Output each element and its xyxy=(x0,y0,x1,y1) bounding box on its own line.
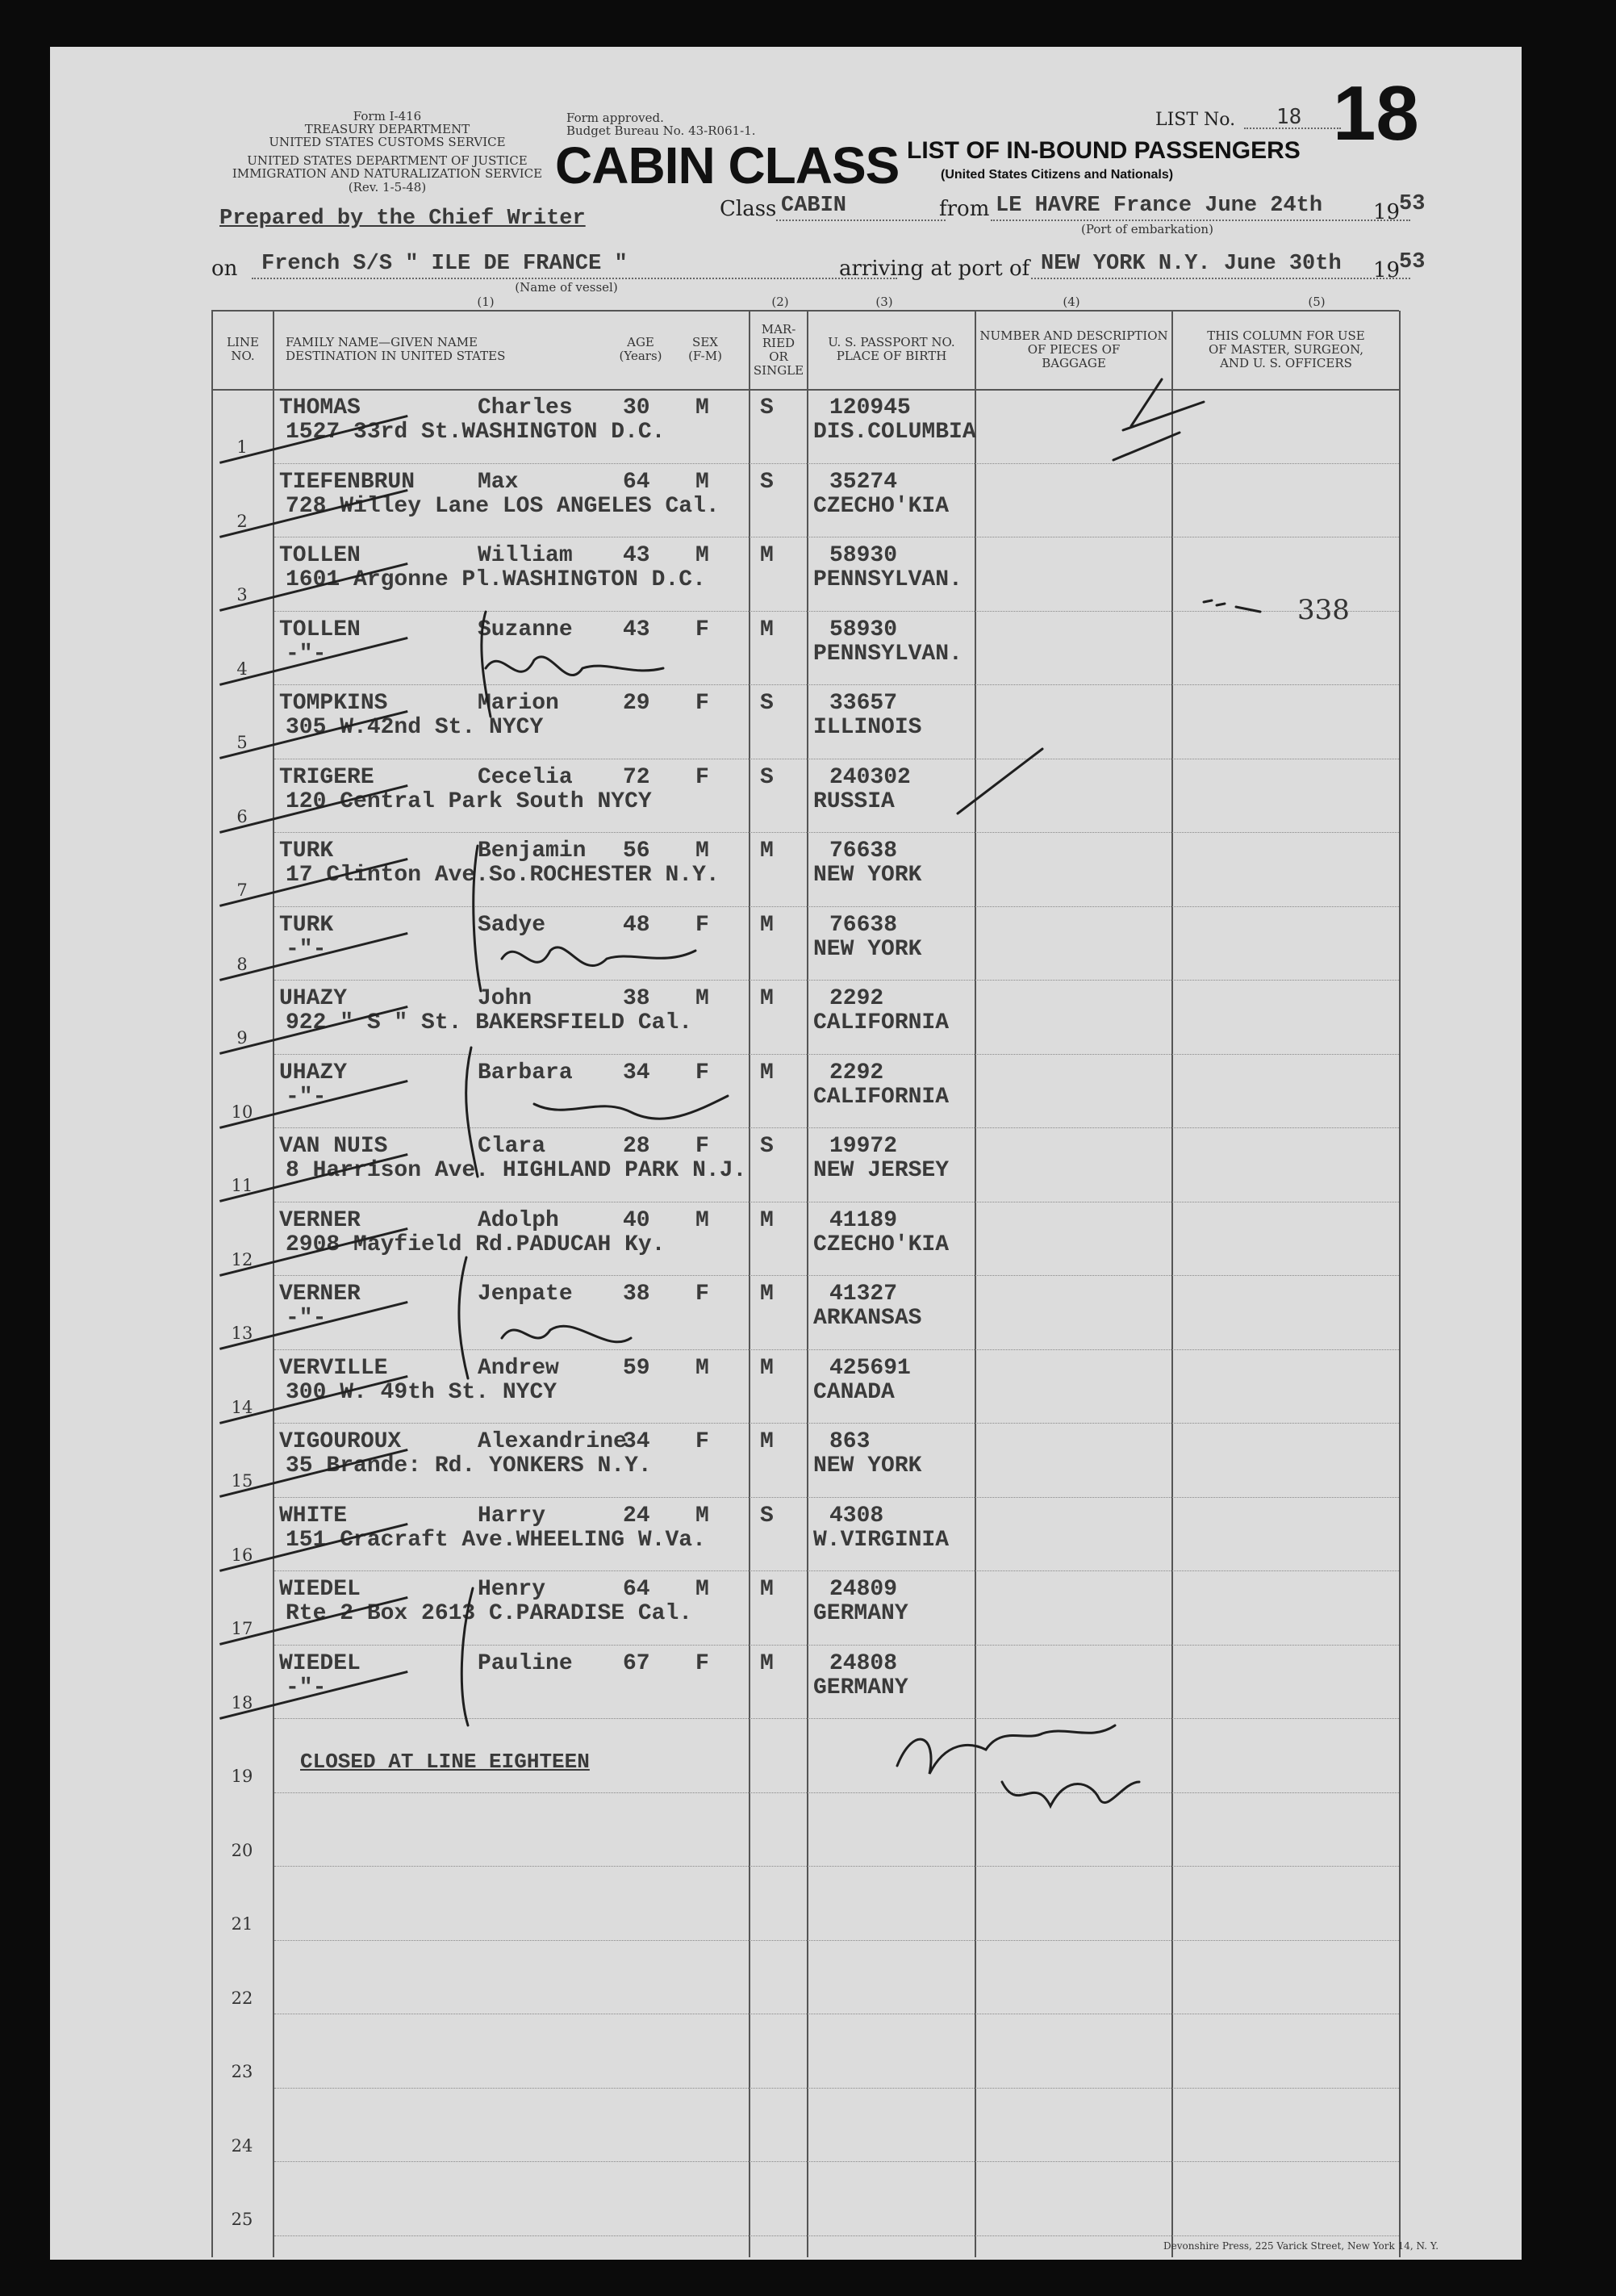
line-number: 5 xyxy=(236,733,248,752)
passenger-age: 28 xyxy=(623,1134,650,1159)
passenger-given-name: Suzanne xyxy=(478,617,573,642)
line-number: 18 xyxy=(231,1692,253,1713)
passenger-destination: 728 Willey Lane LOS ANGELES Cal. xyxy=(286,493,720,519)
passport-number: 863 xyxy=(829,1429,871,1454)
passenger-destination: 300 W. 49th St. NYCY xyxy=(286,1379,557,1405)
line-number: 14 xyxy=(231,1397,253,1417)
line-number: 19 xyxy=(231,1767,253,1786)
passenger-age: 67 xyxy=(623,1650,650,1676)
col-caption-3: (3) xyxy=(875,295,893,309)
year-prefix-2: 19 xyxy=(1373,258,1401,282)
passport-number: 35274 xyxy=(829,469,898,495)
passport-number: 41327 xyxy=(829,1282,898,1307)
line-number: 23 xyxy=(231,2062,253,2081)
passenger-given-name: Adolph xyxy=(478,1207,559,1233)
header-age: AGE (Years) xyxy=(619,335,662,363)
ins-service: IMMIGRATION AND NATURALIZATION SERVICE xyxy=(232,166,543,181)
passport-number: 120945 xyxy=(829,395,911,420)
arriving-value: NEW YORK N.Y. June 30th xyxy=(1041,252,1342,276)
passenger-age: 48 xyxy=(623,912,650,938)
passenger-given-name: Clara xyxy=(478,1134,546,1159)
passenger-marital-status: M xyxy=(760,986,774,1011)
passenger-surname: UHAZY xyxy=(279,1060,348,1085)
from-label: from xyxy=(939,197,990,221)
passenger-surname: TOLLEN xyxy=(279,543,361,568)
list-subtitle: (United States Citizens and Nationals) xyxy=(941,168,1174,182)
list-title: LIST OF IN-BOUND PASSENGERS xyxy=(907,137,1301,164)
col-caption-1: (1) xyxy=(477,295,495,309)
header-name: FAMILY NAME—GIVEN NAME DESTINATION IN UNITED STATES xyxy=(286,335,506,363)
place-of-birth: GERMANY xyxy=(813,1601,908,1626)
line-number: 1 xyxy=(236,437,248,457)
year-value-1: 53 xyxy=(1399,192,1426,216)
passenger-surname: VERNER xyxy=(279,1207,361,1233)
passenger-destination: -"- xyxy=(286,1084,327,1110)
place-of-birth: CANADA xyxy=(813,1379,895,1405)
passport-number: 41189 xyxy=(829,1207,898,1233)
passenger-surname: WHITE xyxy=(279,1503,348,1529)
place-of-birth: GERMANY xyxy=(813,1675,908,1700)
passenger-age: 56 xyxy=(623,839,650,864)
passenger-sex: M xyxy=(695,395,709,420)
place-of-birth: CALIFORNIA xyxy=(813,1010,950,1035)
passenger-destination: -"- xyxy=(286,641,327,667)
passenger-destination: 922 " S " St. BAKERSFIELD Cal. xyxy=(286,1010,693,1035)
passenger-destination: 120 Central Park South NYCY xyxy=(286,788,652,814)
passenger-surname: THOMAS xyxy=(279,395,361,420)
passenger-marital-status: S xyxy=(760,1503,774,1529)
place-of-birth: CZECHO'KIA xyxy=(813,493,950,519)
passenger-marital-status: S xyxy=(760,691,774,716)
line-number: 25 xyxy=(231,2210,253,2229)
passport-number: 425691 xyxy=(829,1355,911,1381)
passenger-marital-status: M xyxy=(760,1355,774,1381)
form-number: Form I-416 xyxy=(353,109,422,123)
col-caption-2: (2) xyxy=(771,295,789,309)
header-baggage: NUMBER AND DESCRIPTION OF PIECES OF BAGGAGE xyxy=(979,328,1168,370)
list-no-label: LIST No. xyxy=(1155,110,1236,130)
place-of-birth: NEW JERSEY xyxy=(813,1158,950,1183)
passenger-destination: 1527 33rd St.WASHINGTON D.C. xyxy=(286,420,666,445)
line-number: 21 xyxy=(231,1914,253,1934)
year-prefix-1: 19 xyxy=(1373,200,1401,224)
passenger-surname: VAN NUIS xyxy=(279,1134,388,1159)
passenger-sex: F xyxy=(695,1060,709,1085)
col-caption-4: (4) xyxy=(1063,295,1080,309)
line-number: 22 xyxy=(231,1988,253,2008)
passenger-marital-status: M xyxy=(760,1282,774,1307)
passenger-sex: F xyxy=(695,764,709,790)
closed-at-line: CLOSED AT LINE EIGHTEEN xyxy=(300,1750,590,1774)
passport-number: 76638 xyxy=(829,839,898,864)
list-big-number: 18 xyxy=(1333,70,1419,157)
line-number: 7 xyxy=(236,880,248,900)
passenger-given-name: Charles xyxy=(478,395,573,420)
passenger-destination: Rte 2 Box 2613 C.PARADISE Cal. xyxy=(286,1601,693,1626)
passenger-sex: M xyxy=(695,986,709,1011)
line-number: 3 xyxy=(236,585,248,604)
passenger-marital-status: M xyxy=(760,1650,774,1676)
line-number: 6 xyxy=(236,806,248,826)
line-number: 13 xyxy=(231,1324,253,1343)
passenger-age: 40 xyxy=(623,1207,650,1233)
passport-number: 58930 xyxy=(829,617,898,642)
passenger-given-name: Pauline xyxy=(478,1650,573,1676)
class-label: Class xyxy=(720,197,777,221)
passenger-destination: 17 Clinton Ave.So.ROCHESTER N.Y. xyxy=(286,863,720,888)
port-caption: (Port of embarkation) xyxy=(1081,222,1213,236)
passenger-given-name: Benjamin xyxy=(478,839,587,864)
passenger-marital-status: M xyxy=(760,1429,774,1454)
line-number: 10 xyxy=(231,1102,253,1122)
passenger-age: 59 xyxy=(623,1355,650,1381)
family-bracket-4 xyxy=(459,1257,468,1378)
passport-number: 240302 xyxy=(829,764,911,790)
arriving-label: arriving at port of xyxy=(839,257,1030,281)
passenger-surname: WIEDEL xyxy=(279,1577,361,1602)
place-of-birth: PENNSYLVAN. xyxy=(813,567,963,592)
passenger-sex: F xyxy=(695,1429,709,1454)
passenger-age: 29 xyxy=(623,691,650,716)
line-number: 11 xyxy=(231,1176,253,1195)
budget-bureau: Budget Bureau No. 43-R061-1. xyxy=(566,123,756,138)
passenger-marital-status: M xyxy=(760,912,774,938)
passenger-age: 30 xyxy=(623,395,650,420)
header-married: MAR- RIED OR SINGLE xyxy=(753,322,804,378)
passport-number: 58930 xyxy=(829,543,898,568)
baggage-check-mark xyxy=(1113,379,1204,460)
passenger-surname: TRIGERE xyxy=(279,764,374,790)
line-number: 17 xyxy=(231,1619,253,1638)
handwritten-marks xyxy=(50,47,1522,2260)
passenger-given-name: Marion xyxy=(478,691,559,716)
passenger-destination: -"- xyxy=(286,1306,327,1331)
passenger-sex: M xyxy=(695,543,709,568)
passenger-given-name: Alexandrine xyxy=(478,1429,627,1454)
passenger-surname: WIEDEL xyxy=(279,1650,361,1676)
initials-scribble-2 xyxy=(502,947,695,966)
initials-scribble-1 xyxy=(486,657,663,675)
inspector-signature xyxy=(897,1725,1139,1806)
baggage-slash-mark xyxy=(958,749,1042,813)
prepared-by: Prepared by the Chief Writer xyxy=(219,207,586,231)
passenger-surname: TURK xyxy=(279,912,334,938)
passenger-sex: M xyxy=(695,1355,709,1381)
family-bracket-2 xyxy=(474,846,481,991)
passenger-surname: VERVILLE xyxy=(279,1355,388,1381)
customs-service: UNITED STATES CUSTOMS SERVICE xyxy=(269,135,506,149)
class-value: CABIN xyxy=(781,194,847,218)
passenger-sex: F xyxy=(695,691,709,716)
place-of-birth: RUSSIA xyxy=(813,788,895,814)
passport-number: 33657 xyxy=(829,691,898,716)
passenger-age: 43 xyxy=(623,617,650,642)
passenger-age: 43 xyxy=(623,543,650,568)
on-label: on xyxy=(211,257,238,281)
passport-number: 24808 xyxy=(829,1650,898,1676)
passenger-destination: 151 Cracraft Ave.WHEELING W.Va. xyxy=(286,1527,706,1553)
place-of-birth: PENNSYLVAN. xyxy=(813,641,963,667)
place-of-birth: NEW YORK xyxy=(813,863,922,888)
passenger-sex: F xyxy=(695,617,709,642)
place-of-birth: ILLINOIS xyxy=(813,715,922,740)
passport-number: 19972 xyxy=(829,1134,898,1159)
passenger-sex: F xyxy=(695,1650,709,1676)
year-value-2: 53 xyxy=(1399,250,1426,274)
passenger-marital-status: S xyxy=(760,764,774,790)
passenger-sex: M xyxy=(695,839,709,864)
passenger-marital-status: M xyxy=(760,839,774,864)
passenger-surname: VERNER xyxy=(279,1282,361,1307)
place-of-birth: CALIFORNIA xyxy=(813,1084,950,1110)
line-number: 9 xyxy=(236,1028,248,1048)
passenger-sex: M xyxy=(695,469,709,495)
passenger-destination: -"- xyxy=(286,936,327,962)
passenger-marital-status: S xyxy=(760,1134,774,1159)
passenger-age: 64 xyxy=(623,1577,650,1602)
family-bracket-5 xyxy=(461,1588,473,1725)
place-of-birth: NEW YORK xyxy=(813,1453,922,1478)
manifest-page xyxy=(50,47,1522,2260)
passenger-destination: 8 Harrison Ave. HIGHLAND PARK N.J. xyxy=(286,1158,747,1183)
header-sex: SEX (F-M) xyxy=(688,335,722,363)
passport-number: 4308 xyxy=(829,1503,884,1529)
line-number: 12 xyxy=(231,1249,253,1269)
passenger-destination: 35 Brande: Rd. YONKERS N.Y. xyxy=(286,1453,652,1478)
passenger-age: 38 xyxy=(623,986,650,1011)
place-of-birth: ARKANSAS xyxy=(813,1306,922,1331)
passenger-age: 64 xyxy=(623,469,650,495)
passenger-age: 24 xyxy=(623,1503,650,1529)
passenger-age: 72 xyxy=(623,764,650,790)
passenger-marital-status: S xyxy=(760,395,774,420)
passenger-marital-status: M xyxy=(760,1577,774,1602)
passenger-given-name: Max xyxy=(478,469,519,495)
passenger-surname: UHAZY xyxy=(279,986,348,1011)
passenger-surname: TOMPKINS xyxy=(279,691,388,716)
passenger-sex: M xyxy=(695,1207,709,1233)
list-no-value: 18 xyxy=(1276,105,1302,129)
passenger-sex: M xyxy=(695,1577,709,1602)
col-caption-5: (5) xyxy=(1308,295,1326,309)
passenger-sex: F xyxy=(695,1134,709,1159)
line-number: 24 xyxy=(231,2135,253,2156)
line-number: 15 xyxy=(231,1471,253,1491)
passenger-age: 34 xyxy=(623,1060,650,1085)
passenger-given-name: Sadye xyxy=(478,912,546,938)
passport-number: 24809 xyxy=(829,1577,898,1602)
passenger-destination: 2908 Mayfield Rd.PADUCAH Ky. xyxy=(286,1232,666,1257)
passenger-given-name: William xyxy=(478,543,573,568)
initials-scribble-3 xyxy=(534,1096,728,1119)
passenger-destination: -"- xyxy=(286,1675,327,1700)
passenger-sex: M xyxy=(695,1503,709,1529)
vessel-caption: (Name of vessel) xyxy=(515,280,618,295)
passport-number: 2292 xyxy=(829,986,884,1011)
place-of-birth: W.VIRGINIA xyxy=(813,1527,950,1553)
passport-number: 76638 xyxy=(829,912,898,938)
line-number: 4 xyxy=(236,659,248,679)
passenger-given-name: Barbara xyxy=(478,1060,573,1085)
passenger-marital-status: M xyxy=(760,1207,774,1233)
passenger-given-name: John xyxy=(478,986,532,1011)
passenger-age: 38 xyxy=(623,1282,650,1307)
form-revision: (Rev. 1-5-48) xyxy=(348,180,427,194)
passenger-given-name: Harry xyxy=(478,1503,546,1529)
passenger-surname: TURK xyxy=(279,839,334,864)
cabin-class-title: CABIN CLASS xyxy=(555,136,900,194)
printer-footer: Devonshire Press, 225 Varick Street, New York 14, N. Y. xyxy=(1163,2240,1439,2252)
line-number: 20 xyxy=(231,1840,253,1860)
place-of-birth: NEW YORK xyxy=(813,936,922,962)
passport-number: 2292 xyxy=(829,1060,884,1085)
passenger-given-name: Jenpate xyxy=(478,1282,573,1307)
passenger-marital-status: M xyxy=(760,543,774,568)
line-number: 2 xyxy=(236,511,248,531)
passenger-sex: F xyxy=(695,1282,709,1307)
family-bracket-3 xyxy=(466,1048,478,1177)
line-number: 16 xyxy=(231,1545,253,1565)
passenger-marital-status: M xyxy=(760,1060,774,1085)
passenger-age: 34 xyxy=(623,1429,650,1454)
passenger-destination: 305 W.42nd St. NYCY xyxy=(286,715,544,740)
from-value: LE HAVRE France June 24th xyxy=(996,194,1323,218)
passenger-given-name: Cecelia xyxy=(478,764,573,790)
form-approved: Form approved. xyxy=(566,111,664,125)
passenger-sex: F xyxy=(695,912,709,938)
passenger-given-name: Henry xyxy=(478,1577,546,1602)
passenger-given-name: Andrew xyxy=(478,1355,559,1381)
passenger-surname: TOLLEN xyxy=(279,617,361,642)
passenger-marital-status: S xyxy=(760,469,774,495)
place-of-birth: CZECHO'KIA xyxy=(813,1232,950,1257)
passenger-destination: 1601 Argonne Pl.WASHINGTON D.C. xyxy=(286,567,706,592)
treasury-dept: TREASURY DEPARTMENT xyxy=(304,122,470,136)
header-passport: U. S. PASSPORT NO. PLACE OF BIRTH xyxy=(828,335,955,363)
place-of-birth: DIS.COLUMBIA xyxy=(813,420,976,445)
justice-dept: UNITED STATES DEPARTMENT OF JUSTICE xyxy=(247,153,528,168)
passenger-surname: VIGOUROUX xyxy=(279,1429,402,1454)
passenger-marital-status: M xyxy=(760,617,774,642)
header-line-no: LINE NO. xyxy=(227,335,259,363)
initials-scribble-4 xyxy=(502,1326,631,1342)
passenger-surname: TIEFENBRUN xyxy=(279,469,415,495)
vessel-name: French S/S " ILE DE FRANCE " xyxy=(261,252,628,276)
header-officers: THIS COLUMN FOR USE OF MASTER, SURGEON, AND U. S. OFFICERS xyxy=(1207,328,1365,370)
line-number: 8 xyxy=(236,954,248,974)
officer-annotation: 338 xyxy=(1297,594,1350,626)
